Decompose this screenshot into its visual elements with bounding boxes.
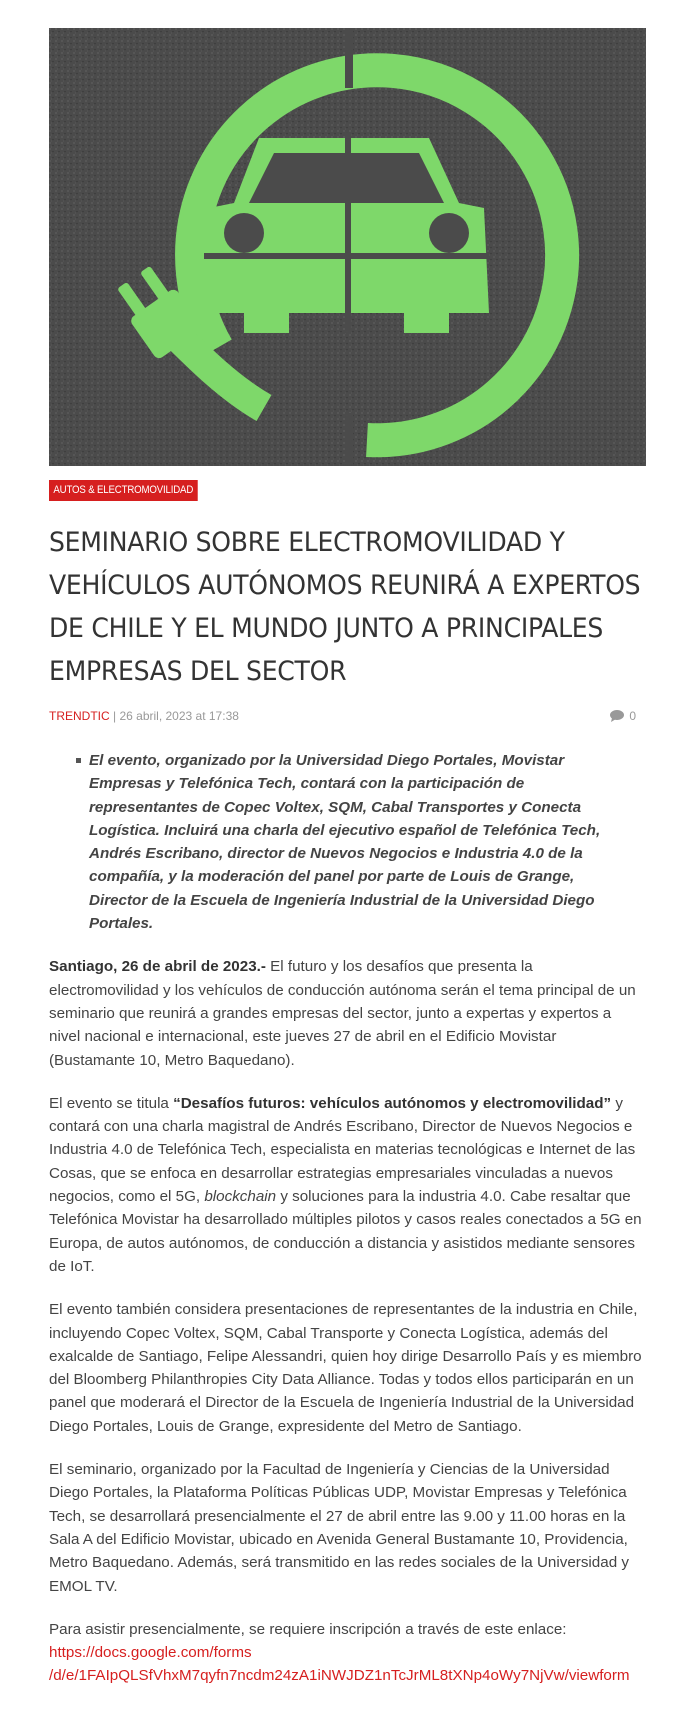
registration-link-line-1: https://docs.google.com/forms	[49, 1644, 252, 1662]
paragraph-5	[49, 1618, 646, 1688]
comment-icon	[610, 710, 624, 722]
paragraph-1	[49, 955, 646, 1071]
paragraph-2	[49, 1092, 646, 1278]
hero-image	[49, 28, 646, 466]
comment-count: 0	[629, 709, 636, 723]
paragraph-2-text-a: El evento se titula	[49, 1094, 174, 1112]
dateline: Santiago, 26 de abril de 2023.-	[49, 958, 266, 976]
category-badge[interactable]: AUTOS & ELECTROMOVILIDAD	[49, 480, 198, 501]
article	[49, 28, 646, 1688]
paragraph-2-text-c: y soluciones para la industria 4.0. Cabe resaltar que Telefónica Movistar ha desarrollado múltiples pilotos y casos reales conectados a 5G en Europa, de autos autónomos, de conducción a distancia y asistidos mediante sensores de IoT.	[49, 1188, 642, 1275]
author-link[interactable]: TRENDTIC	[49, 709, 110, 723]
event-title: “Desafíos futuros: vehículos autónomos y electromovilidad”	[173, 1094, 612, 1112]
summary-list	[49, 749, 646, 935]
article-title: SEMINARIO SOBRE ELECTROMOVILIDAD Y VEHÍCULOS AUTÓNOMOS REUNIRÁ A EXPERTOS DE CHILE Y EL MUNDO JUNTO A PRINCIPALES EMPRESAS DEL SECTOR	[49, 527, 641, 687]
publish-date: 26 abril, 2023 at 17:38	[119, 709, 239, 723]
blockchain-term: blockchain	[204, 1188, 277, 1206]
registration-link-line-2: /d/e/1FAIpQLSfVhxM7qyfn7ncdm24zA1iNWJDZ1nTcJrML8tXNp4oWy7NjVw/viewform	[49, 1667, 630, 1685]
paragraph-3: El evento también considera presentaciones de representantes de la industria en Chile, incluyendo Copec Voltex, SQM, Cabal Transporte y Conecta Logística, además del exalcalde de Santiago, Felipe Alessandri, quien hoy dirige Desarrollo País y es miembro del Bloomberg Philanthropies City Data Alliance. Todas y todos ellos participarán en un panel que moderará el Director de la Escuela de Ingeniería Industrial de la Universidad Diego Portales, Louis de Grange, expresidente del Metro de Santiago.	[49, 1301, 642, 1435]
summary-item: El evento, organizado por la Universidad Diego Portales, Movistar Empresas y Telefónica Tech, contará con la participación de representantes de Copec Voltex, SQM, Cabal Transportes y Conecta Logística. Incluirá una charla del ejecutivo español de Telefónica Tech, Andrés Escribano, director de Nuevos Negocios e Industria 4.0 de la compañía, y la moderación del panel por parte de Louis de Grange, Director de la Escuela de Ingeniería Industrial de la Universidad Diego Portales.	[89, 749, 646, 935]
paragraph-4: El seminario, organizado por la Facultad de Ingeniería y Ciencias de la Universidad Diego Portales, la Plataforma Políticas Públicas UDP, Movistar Empresas y Telefónica Tech, se desarrollará presencialmente el 27 de abril entre las 9.00 y 11.00 horas en la Sala A del Edificio Movistar, ubicado en Avenida General Bustamante 10, Providencia, Metro Baquedano. Además, será transmitido en las redes sociales de la Universidad y EMOL TV.	[49, 1461, 629, 1595]
electric-car-charging-icon	[49, 28, 646, 466]
paragraph-5-text: Para asistir presencialmente, se requiere inscripción a través de este enlace:	[49, 1620, 567, 1638]
comments-link[interactable]	[610, 709, 636, 723]
registration-link[interactable]	[49, 1644, 630, 1684]
article-meta	[49, 709, 646, 727]
paragraph-2-text-b: y contará con una charla magistral de Andrés Escribano, Director de Nuevos Negocios e Industria 4.0 de Telefónica Tech, especialista en materias tecnológicas e Internet de las Cosas, que se enfoca en desarrollar estrategias empresariales vinculadas a nuevos negocios, como el 5G,	[49, 1094, 636, 1206]
meta-separator: |	[113, 709, 117, 723]
paragraph-1-text: El futuro y los desafíos que presenta la electromovilidad y los vehículos de conducción autónoma serán el tema principal de un seminario que reunirá a grandes empresas del sector, junto a expertas y expertos a nivel nacional e internacional, este jueves 27 de abril en el Edificio Movistar (Bustamante 10, Metro Baquedano).	[49, 958, 636, 1069]
